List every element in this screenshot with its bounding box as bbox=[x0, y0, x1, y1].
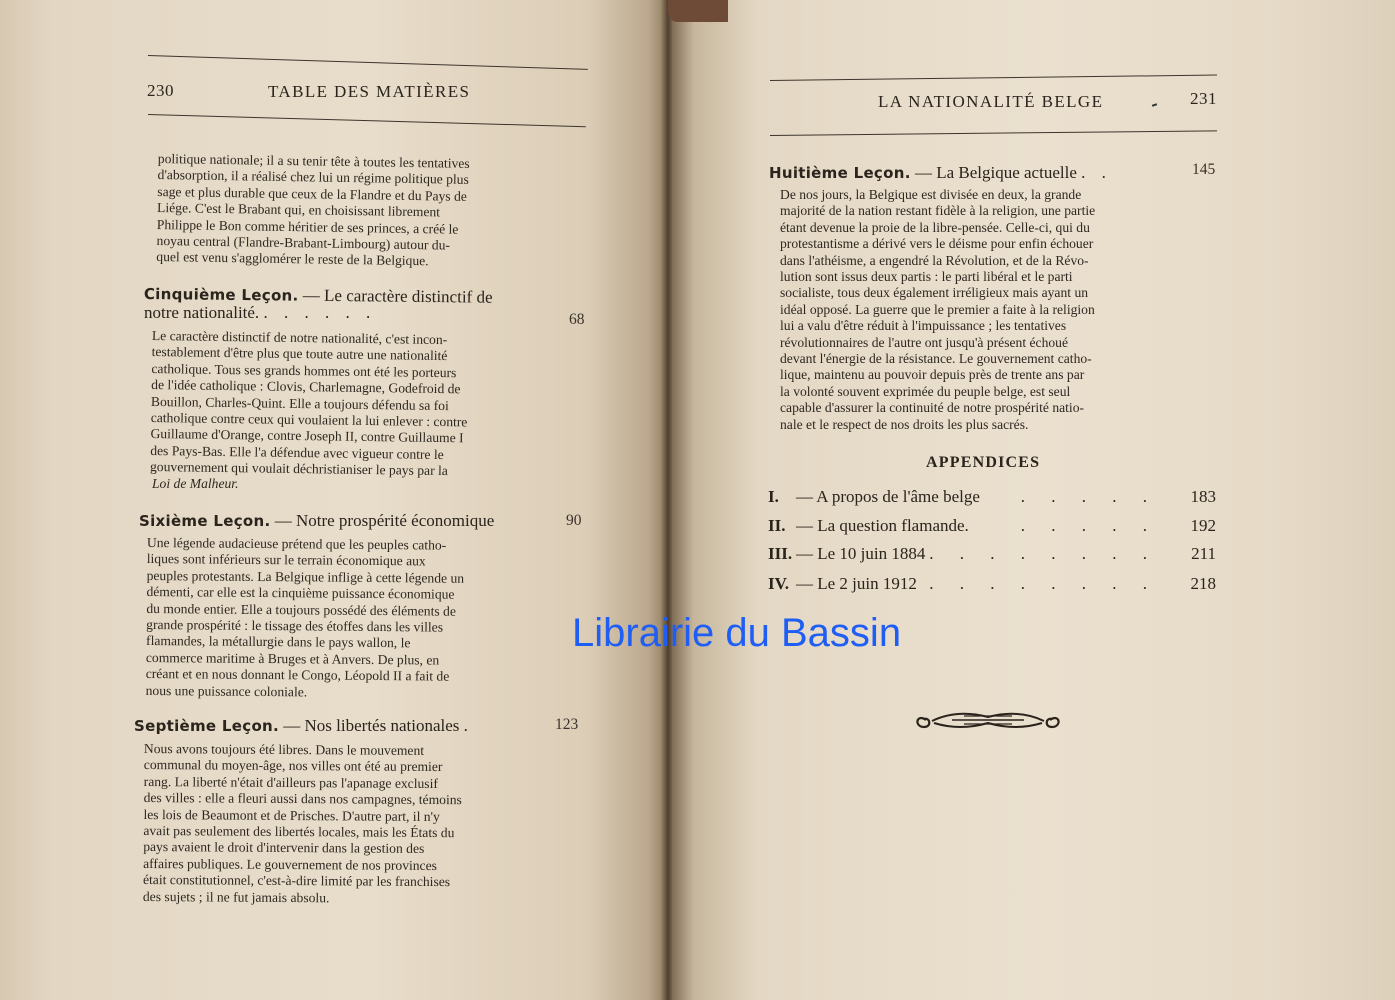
lesson-6-label: Sixième Leçon. bbox=[139, 512, 271, 530]
appendix-row bbox=[768, 487, 1218, 509]
appendix-title: — A propos de l'âme belge bbox=[796, 487, 980, 506]
watermark-text: Librairie du Bassin bbox=[572, 611, 902, 655]
appendix-title: — Le 10 juin 1884 bbox=[796, 544, 926, 563]
lesson-6-heading bbox=[139, 511, 494, 531]
appendices-heading: APPENDICES bbox=[926, 454, 1041, 471]
appendix-row bbox=[768, 574, 1218, 596]
lesson-7-title: — Nos libertés nationales bbox=[283, 716, 460, 735]
lesson-8-label: Huitième Leçon. bbox=[769, 164, 911, 182]
appendix-page: 192 bbox=[1190, 516, 1216, 535]
right-folio: 231 bbox=[1190, 89, 1217, 108]
lesson-6-title: — Notre prospérité économique bbox=[274, 511, 495, 530]
lesson-8-leader: . . bbox=[1081, 163, 1112, 182]
lesson-5-title-2: notre nationalité. bbox=[144, 303, 260, 322]
left-folio: 230 bbox=[147, 81, 174, 100]
appendix-leader: . . . . . bbox=[1020, 487, 1158, 506]
lesson-8-heading bbox=[769, 163, 1112, 183]
appendix-roman: IV. bbox=[768, 574, 789, 593]
appendix-roman: I. bbox=[768, 487, 779, 506]
lesson-7-heading bbox=[134, 716, 474, 736]
decorative-ornament bbox=[912, 705, 1064, 735]
appendix-roman: III. bbox=[768, 544, 793, 563]
lesson-5-text-italic: Loi de Malheur. bbox=[152, 476, 239, 491]
lesson-8-page: 145 bbox=[1192, 161, 1216, 178]
lesson-7-page: 123 bbox=[555, 716, 579, 733]
intro-paragraph: politique nationale; il a su tenir tête à toutes les tentatives d'absorption, il a réalisé chez lui un régime politique plus sage et plus durable que ceux de la Flandre et du Pays de Liége. C'est le Brabant qui, en choisissant librement Philippe le Bon comme héritier de ses princes, a créé le noyau central (Flandre-Brabant-Limbourg) autour du- quel est venu s'agglomérer le reste de la Belgique. bbox=[156, 151, 470, 269]
appendix-roman: II. bbox=[768, 516, 786, 535]
lesson-6-text: Une légende audacieuse prétend que les peuples catho- liques sont inférieurs sur le terrain économique aux peuples protestants. La Belgique inflige à cette légende un démenti, car elle est la cinquième puissance économique du monde entier. Elle a toujours possédé des éléments de grande prospérité : le tissage des étoffes dans les villes flamandes, la métallurgie dans le pays wallon, le commerce maritime à Bruges et à Anvers. De plus, en créant et en nous donnant le Congo, Léopold II a fait de nous une puissance coloniale. bbox=[145, 535, 465, 700]
book-cover-edge bbox=[668, 0, 728, 22]
appendix-title: — Le 2 juin 1912 bbox=[796, 574, 917, 593]
appendix-leader: . . . . . . . . bbox=[929, 544, 1158, 563]
lesson-5-page: 68 bbox=[569, 311, 585, 328]
lesson-7-label: Septième Leçon. bbox=[134, 717, 280, 735]
lesson-5-leader: . . . . . . bbox=[263, 303, 377, 322]
appendix-leader: . . . . . . . . bbox=[929, 574, 1158, 593]
appendix-row bbox=[768, 544, 1218, 566]
lesson-8-title: — La Belgique actuelle bbox=[914, 163, 1077, 182]
left-running-head: TABLE DES MATIÈRES bbox=[268, 82, 471, 101]
lesson-8-text: De nos jours, la Belgique est divisée en deux, la grande majorité de la nation restant fidèle à la religion, une partie étant devenue la proie de la libre-pensée. Celle-ci, qui du protestantisme a dérivé vers le déisme pour enfin échouer dans l'athéisme, a engendré la Révolution, et de la Révo- lution sont issus deux partis : le parti libéral et le parti socialiste, tous deux également irréligieux mais ayant un idéal opposé. La guerre que le premier a faite à la religion lui a valu d'être réduit à l'impuissance ; les tentatives révolutionnaires de l'autre ont jusqu'à présent échoué devant l'énergie de la résistance. Le gouvernement catho- lique, maintenu au pouvoir depuis près de trente ans par la volonté souvent exprimée du peuple belge, est seul capable d'assurer la continuité de notre prospérité natio- nale et le respect de nos droits les plus sacrés. bbox=[780, 187, 1096, 432]
appendix-title: — La question flamande. bbox=[796, 516, 969, 535]
appendix-page: 211 bbox=[1191, 544, 1216, 563]
lesson-7-text: Nous avons toujours été libres. Dans le mouvement communal du moyen-âge, nos villes ont été au premier rang. La liberté n'était d'ailleurs pas l'apanage exclusif des villes : elle a fleuri aussi dans nos campagnes, témoins les lois de Beaumont et de Prisches. D'autre part, il n'y avait pas seulement des libertés locales, mais les États du pays avaient le droit d'intervenir dans la gestion des affaires publiques. Le gouvernement de nos provinces était constitutionnel, c'est-à-dire limité par les franchises des sujets ; il ne fut jamais absolu. bbox=[142, 741, 462, 905]
lesson-5-text: Le caractère distinctif de notre nationalité, c'est incon- testablement d'être plus que toute autre une nationalité catholique. Tous ses grands hommes ont été les porteurs de l'idée catholique : Clovis, Charlemagne, Godefroid de Bouillon, Charles-Quint. Elle a toujours défendu sa foi catholique contre ceux qui voulaient la lui enlever : contre Guillaume d'Orange, contre Joseph II, contre Guillaume I des Pays-Bas. Elle l'a défendue avec vigueur contre le gouvernement qui voulait déchristianiser le pays par la bbox=[149, 328, 468, 479]
appendix-row bbox=[768, 516, 1218, 538]
appendix-page: 183 bbox=[1190, 487, 1216, 506]
lesson-5-label: Cinquième Leçon. bbox=[143, 284, 299, 305]
lesson-5-title: — Le caractère distinctif de bbox=[302, 285, 493, 307]
appendix-page: 218 bbox=[1190, 574, 1216, 593]
lesson-5-heading-line2 bbox=[144, 303, 376, 323]
appendix-leader: . . . . . bbox=[1020, 516, 1158, 535]
right-running-head: LA NATIONALITÉ BELGE bbox=[878, 92, 1104, 111]
lesson-7-leader: . bbox=[463, 716, 474, 735]
lesson-6-page: 90 bbox=[566, 512, 582, 529]
